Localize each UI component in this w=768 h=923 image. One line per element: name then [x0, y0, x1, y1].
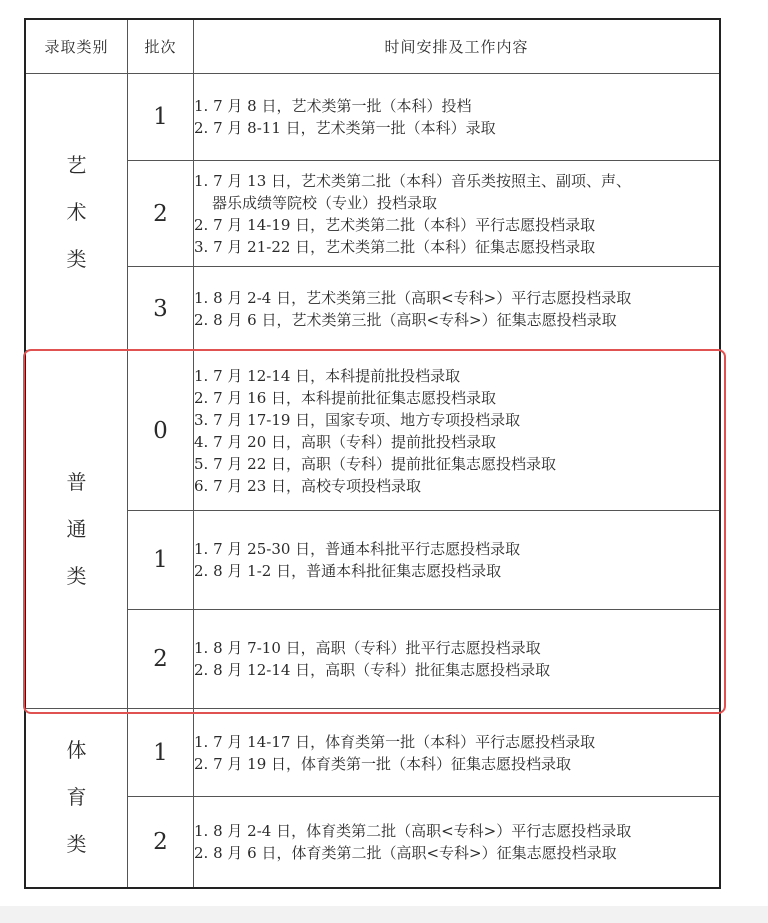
schedule-item: 2. 7 月 19 日，体育类第一批（本科）征集志愿投档录取	[194, 754, 572, 773]
schedule-item: 1. 7 月 25-30 日，普通本科批平行志愿投档录取	[194, 540, 521, 558]
schedule-item: 1. 7 月 14-17 日，体育类第一批（本科）平行志愿投档录取	[194, 732, 596, 751]
category-art: 艺 术 类	[25, 74, 128, 351]
batch-number: 1	[128, 709, 194, 797]
table-row	[25, 511, 720, 610]
schedule-item: 2. 7 月 16 日，本科提前批征集志愿投档录取	[194, 388, 497, 407]
batch-number: 2	[128, 161, 194, 267]
schedule-item: 3. 7 月 17-19 日，国家专项、地方专项投档录取	[194, 410, 521, 429]
batch-number: 1	[128, 511, 194, 610]
batch-number: 3	[128, 267, 194, 351]
schedule-item: 1. 7 月 8 日，艺术类第一批（本科）投档	[194, 97, 472, 115]
schedule-content	[194, 511, 721, 610]
table-row	[25, 709, 720, 797]
schedule-item: 1. 7 月 12-14 日，本科提前批投档录取	[194, 366, 461, 385]
schedule-item: 2. 7 月 14-19 日，艺术类第二批（本科）平行志愿投档录取	[194, 215, 596, 234]
admission-schedule-table	[24, 18, 721, 889]
table-header-row	[25, 19, 720, 74]
schedule-item: 3. 7 月 21-22 日，艺术类第二批（本科）征集志愿投档录取	[194, 237, 596, 256]
schedule-item: 1. 8 月 7-10 日，高职（专科）批平行志愿投档录取	[194, 639, 541, 657]
schedule-item: 6. 7 月 23 日，高校专项投档录取	[194, 476, 422, 495]
table-row	[25, 267, 720, 351]
schedule-item-continuation: 器乐成绩等院校（专业）投档录取	[212, 193, 438, 212]
schedule-content	[194, 161, 721, 267]
schedule-item: 1. 7 月 13 日，艺术类第二批（本科）音乐类按照主、副项、声、	[194, 171, 632, 190]
schedule-content	[194, 74, 721, 161]
table-row	[25, 610, 720, 709]
schedule-item: 2. 8 月 6 日，艺术类第三批（高职<专科>）征集志愿投档录取	[194, 310, 617, 329]
batch-number: 1	[128, 74, 194, 161]
schedule-content	[194, 709, 721, 797]
batch-number: 0	[128, 351, 194, 511]
schedule-content	[194, 351, 721, 511]
batch-number: 2	[128, 797, 194, 888]
schedule-item: 1. 8 月 2-4 日，艺术类第三批（高职<专科>）平行志愿投档录取	[194, 288, 632, 307]
table-row	[25, 161, 720, 267]
table-row	[25, 351, 720, 511]
schedule-item: 4. 7 月 20 日，高职（专科）提前批投档录取	[194, 432, 497, 451]
schedule-item: 2. 8 月 1-2 日，普通本科批征集志愿投档录取	[194, 562, 502, 580]
bottom-strip	[0, 906, 768, 923]
schedule-item: 2. 8 月 6 日，体育类第二批（高职<专科>）征集志愿投档录取	[194, 843, 617, 862]
schedule-item: 5. 7 月 22 日，高职（专科）提前批征集志愿投档录取	[194, 454, 557, 473]
batch-number: 2	[128, 610, 194, 709]
schedule-item: 2. 8 月 12-14 日，高职（专科）批征集志愿投档录取	[194, 661, 551, 679]
schedule-item: 1. 8 月 2-4 日，体育类第二批（高职<专科>）平行志愿投档录取	[194, 821, 632, 840]
category-sports: 体 育 类	[25, 709, 128, 888]
table-row	[25, 74, 720, 161]
header-batch: 批次	[128, 19, 194, 74]
schedule-content	[194, 797, 721, 888]
schedule-content	[194, 610, 721, 709]
table-row	[25, 797, 720, 888]
category-general: 普 通 类	[25, 351, 128, 709]
header-content: 时间安排及工作内容	[194, 19, 721, 74]
schedule-item: 2. 7 月 8-11 日，艺术类第一批（本科）录取	[194, 119, 496, 137]
header-category: 录取类别	[25, 19, 128, 74]
schedule-content	[194, 267, 721, 351]
